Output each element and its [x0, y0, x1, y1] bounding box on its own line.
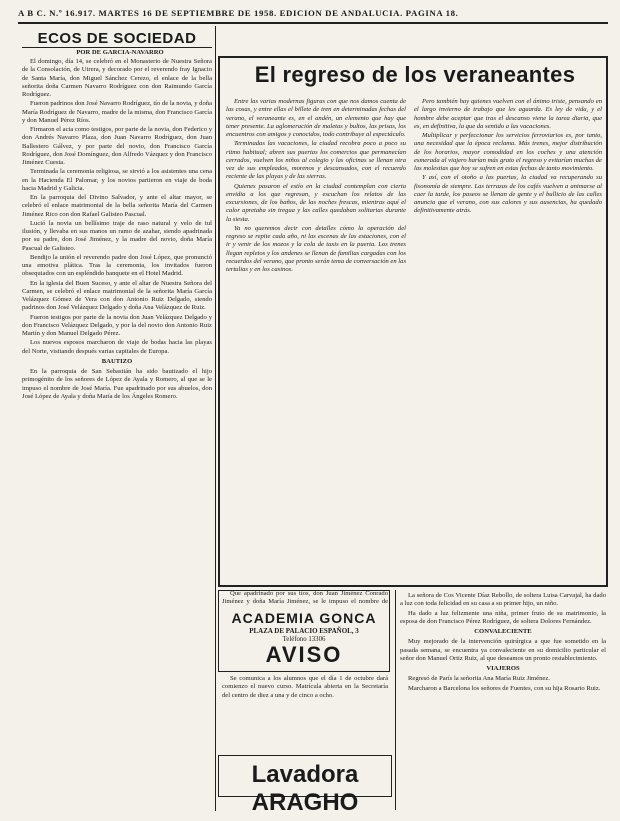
paragraph: Ya no queremos decir con detalles cómo la operación del regreso se repite cada año, ni las escenas de las estaciones, con el ir y venir de los mozos y la cola de taxis en la puerta. Los trenes llegan repletos y los andenes se llenan de familias cargadas con los recuerdos del verano, que pronto serán tema de conversación en las tertulias y en los casinos. [226, 224, 406, 273]
paragraph: Que apadrinado por sus tíos, don Juan Jiménez Conrado Jiménez y doña María Jiménez, se le impuso el nombre de [222, 590, 388, 606]
paragraph: Lució la novia un bellísimo traje de raso natural y velo de tul ilusión, y llevaba en sus manos un ramo de azahar, siendo apadrinada por su padre, don José Jiménez, y la madre del novio, doña María Pascual de Galisteo. [22, 219, 212, 252]
lavadora-ad [218, 755, 392, 816]
aviso-heading: AVISO [265, 642, 343, 667]
academy-phone: Teléfono 13306 [282, 636, 326, 643]
page-header: A B C. N.º 16.917. MARTES 16 DE SEPTIEMBRE DE 1958. EDICION DE ANDALUCIA. PAGINA 18. [18, 8, 459, 18]
paragraph: Terminada la ceremonia religiosa, se sirvió a los asistentes una cena en la Hacienda El Palomar, y los novios partieron en viaje de boda hacia Madrid y Galicia. [22, 168, 212, 192]
paragraph: La señora de Cos Vicente Díaz Rebollo, de soltera Luisa Carvajal, ha dado a luz con toda felicidad en su casa a su primer hijo, un niño. [400, 592, 606, 608]
column-divider [215, 26, 216, 811]
subhead: CONVALECIENTE [474, 628, 532, 635]
paragraph: En la parroquia del Divino Salvador, y ante el altar mayor, se celebró el enlace matrimonial de la bella señorita María del Carmen Jiménez Rico con don Rafael Galisteo Pascual. [22, 194, 212, 218]
paragraph: Muy mejorado de la intervención quirúrgica a que fue sometido en la pasada semana, se encuentra ya convaleciente en su domicilio particular el señor don Manuel Ortiz Ruiz, al que deseamos un pronto restablecimiento. [400, 638, 606, 662]
article-title: El regreso de los veraneantes [254, 62, 576, 87]
paragraph: Terminadas las vacaciones, la ciudad recobra poco a poco su ritmo habitual; abren sus puertas los comercios que permanecían cerrados, vuelven los niños al colegio y las oficinas se llenan otra vez de sus empleados, morenos y descansados, con el recuerdo reciente de las playas y de las sierras. [226, 140, 406, 181]
paragraph: Ha dado a luz felizmente una niña, primer fruto de su matrimonio, la esposa de don Francisco Pérez Rodríguez, de soltera Dolores Fernández. [400, 609, 606, 625]
paragraph: Y así, con el otoño a las puertas, la ciudad va recuperando su fisonomía de siempre. Las terrazas de los cafés vuelven a animarse al caer la tarde, los paseos se llenan de gente y el bullicio de las calles anuncia que el verano, con sus calores y sus ausencias, ha quedado definitivamente atrás. [414, 174, 602, 215]
subhead: VIAJEROS [486, 665, 520, 672]
right-column [400, 592, 606, 807]
paragraph: Bendijo la unión el reverendo padre don José López, que pronunció una emotiva plática. Tras la ceremonia, los invitados fueron obsequiados con un espléndido banquete en el Hotel Madrid. [22, 253, 212, 278]
center-column-right [414, 98, 602, 582]
paragraph: Entre las varias modernas figuras con que nos damos cuenta de las cosas, y entre ellas el billete de tren en determinadas fechas del verano, el veraneante es, en el andén, un elemento que hay que tener presente. La aglomeración de maletas y bultos, las prisas, los encuentros con amigos y conocidos, todo contribuye al espectáculo. [226, 98, 406, 138]
box-right [606, 56, 608, 586]
paragraph: Los nuevos esposos marcharon de viaje de bodas hacia las playas del Norte, visitando después varias capitales de Europa. [22, 339, 212, 355]
subhead: BAUTIZO [101, 357, 133, 365]
academy-address: PLAZA DE PALACIO ESPAÑOL, 3 [249, 627, 359, 635]
box-left [218, 56, 220, 586]
paragraph: En la parroquia de San Sebastián ha sido bautizado el hijo primogénito de los señores de López de Ayala y Romero, al que se le impuso el nombre de José María. Fue apadrinado por sus abuelos, don José López de Ayala y doña María de los Ángeles Romero. [22, 368, 212, 400]
column-divider [395, 590, 396, 810]
paragraph: Multiplicar y perfeccionar los servicios ferroviarios es, por tanto, una necesidad que la época reclama. Más trenes, mejor distribución de los horarios, mayor comodidad en los coches y una atención esmerada al viajero harían más grato el regreso y evitarían muchas de las molestias que hoy se sufren en estas fechas de tanto movimiento. [414, 132, 602, 172]
title-rule [22, 47, 212, 48]
paragraph: Regresó de París la señorita Ana María Ruiz Jiménez. [408, 675, 550, 683]
aviso-text [222, 675, 388, 750]
byline: POR DE GARCIA-NAVARRO [76, 49, 164, 56]
paragraph: Se comunica a los alumnos que el día 1 de octubre dará comienzo el nuevo curso. Matrícula abierta en la Secretaría del centro de diez a una y de cinco a ocho. [222, 675, 388, 699]
paragraph: Fueron padrinos don José Navarro Rodríguez, tío de la novia, y doña María Rodríguez de Navarro, madre de la misma, don Francisco García y don Manuel Pérez Ríos. [22, 100, 212, 124]
paragraph: Fueron testigos por parte de la novia don Juan Velázquez Delgado y don Francisco Velázquez Delgado, y por la del novio don Antonio Ruiz Martín y don Manuel Delgado Pérez. [22, 313, 212, 337]
header-rule [18, 22, 608, 24]
lavadora-brand: Lavadora ARAGHO [251, 761, 359, 816]
paragraph: Quienes pasaron el estío en la ciudad contemplan con cierta envidia a los que regresan, y escuchan los relatos de las excursiones, de los baños, de las noches frescas, mientras aquí el calor apretaba sin tregua y las calles quedaban solitarias durante la siesta. [226, 182, 406, 223]
box-top [218, 56, 608, 58]
left-column [22, 58, 212, 798]
paragraph: Pero también hay quienes vuelven con el ánimo triste, pensando en el largo invierno de trabajo que les aguarda. Es ley de vida, y el hombre debe aceptar que tras el descanso viene la tarea diaria, que es, en definitiva, la que da sentido a las vacaciones. [414, 98, 602, 130]
paragraph: El domingo, día 14, se celebró en el Monasterio de Nuestra Señora de la Consolación, de Utrera, y decorado por el reverendo fray Ignacio de Santa María, don Miguel Sánchez Cerezo, el enlace de la bella señorita doña Carmen Navarro Rodríguez con don Raimundo García Rodríguez. [22, 58, 212, 98]
paragraph: Marcharon a Barcelona los señores de Fuentes, con su hija Rosario Ruiz. [408, 684, 601, 692]
paragraph: En la iglesia del Buen Suceso, y ante el altar de Nuestra Señora del Carmen, se celebró el enlace matrimonial de la señorita María García Velázquez Gómez de Vera con don Antonio Ruiz Delgado, siendo padrinos don José Velázquez Delgado y doña Ana Velázquez de Ruiz. [22, 279, 212, 312]
paragraph: Firmaron el acta como testigos, por parte de la novia, don Federico y don Andrés Navarro Plaza, don Juan Navarro Rodríguez, don Juan Ballestero Gálvez, y por parte del novio, don Francisco García Rodríguez, don José Domínguez, don Alfredo Vázquez y don Francisco Jiménez Cuesta. [22, 126, 212, 166]
section-title: ECOS DE SOCIEDAD [37, 30, 197, 47]
box-bottom [218, 585, 608, 587]
academy-name: ACADEMIA GONCA [231, 610, 377, 626]
center-column-left [226, 98, 406, 582]
